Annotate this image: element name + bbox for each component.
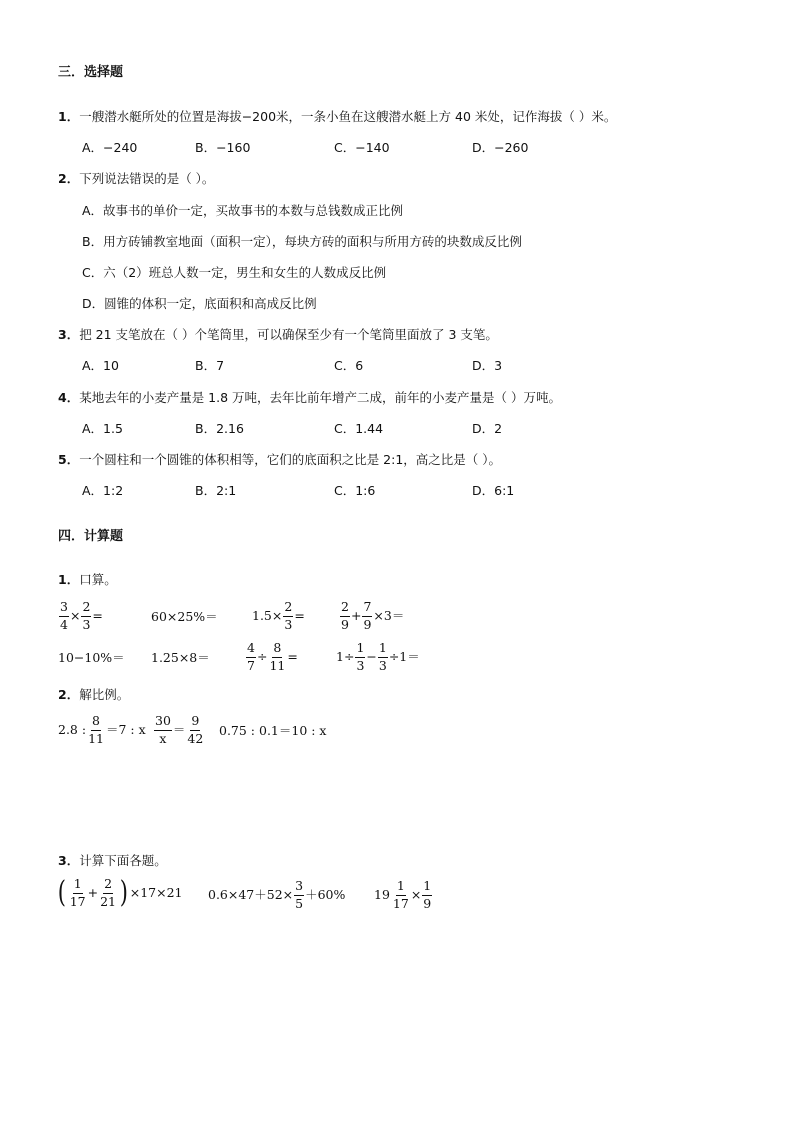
section4-title: 四．计算题: [58, 529, 124, 544]
proportion-expr-3: 0.75 : 0.1＝10 : x: [219, 723, 327, 738]
question-number: 3．: [58, 853, 80, 868]
question-1: [58, 111, 616, 124]
compute-expr-1: ( $\frac{1}{17}$ + $\frac{2}{21}$ ) ×17×21: [57, 875, 183, 910]
oral-expr-2: 60×25%＝: [151, 609, 218, 624]
question-text: 某地去年的小麦产量是 1.8 万吨，去年比前年增产二成，前年的小麦产量是（ ）万吨。: [79, 390, 562, 405]
question-text: 一个圆柱和一个圆锥的体积相等，它们的底面积之比是 2:1，高之比是（ ）。: [79, 452, 502, 467]
oral-expr-8: 1÷ $\frac{1}{3}$ − $\frac{1}{3}$ ÷1＝: [336, 640, 420, 673]
option-d: D．3: [472, 358, 503, 373]
question-number: 3．: [58, 327, 80, 342]
oral-expr-7: $\frac{4}{7}$ ÷ $\frac{8}{11}$ =: [247, 640, 298, 673]
option-a: A．−240: [82, 140, 138, 155]
oral-expr-4: $\frac{2}{9}$ + $\frac{7}{9}$ ×3＝: [341, 599, 405, 632]
question-text: 口算。: [79, 572, 117, 587]
option-b: B．7: [195, 358, 225, 373]
option-d: D．圆锥的体积一定，底面积和高成反比例: [82, 296, 317, 311]
option-b: B．−160: [195, 140, 251, 155]
calc-question-2: [58, 689, 129, 702]
option-a: A．1.5: [82, 421, 123, 436]
question-4: [58, 392, 561, 405]
oral-expr-5: 10−10%＝: [58, 650, 125, 665]
option-d: D．6:1: [472, 483, 515, 498]
option-b: B．2:1: [195, 483, 237, 498]
question-text: 一艘潜水艇所处的位置是海拔−200米，一条小鱼在这艘潜水艇上方 40 米处，记作海拔（ ）米。: [79, 109, 617, 124]
option-b: B．2.16: [195, 421, 244, 436]
oral-expr-1: $\frac{3}{4}$ × $\frac{2}{3}$ =: [60, 599, 103, 632]
section3-title: 三．选择题: [58, 65, 124, 80]
question-2: [58, 173, 214, 186]
option-b: B．用方砖铺教室地面（面积一定），每块方砖的面积与所用方砖的块数成反比例: [82, 234, 522, 249]
question-text: 解比例。: [79, 687, 130, 702]
question-text: 计算下面各题。: [79, 853, 167, 868]
question-number: 4．: [58, 390, 80, 405]
question-number: 2．: [58, 687, 80, 702]
option-a: A．10: [82, 358, 119, 373]
proportion-expr-1: 2.8 : $\frac{8}{11}$ ＝7 : x: [58, 713, 146, 746]
oral-expr-6: 1.25×8＝: [151, 650, 210, 665]
compute-expr-2: 0.6×47＋52× $\frac{3}{5}$ ＋60%: [208, 878, 346, 911]
option-a: A．1:2: [82, 483, 124, 498]
calc-question-1: [58, 574, 117, 587]
proportion-expr-2: $\frac{30}{x}$ ＝ $\frac{9}{42}$: [155, 713, 204, 746]
question-3: [58, 329, 498, 342]
question-5: [58, 454, 501, 467]
calc-question-3: [58, 855, 167, 868]
option-c: C．1.44: [334, 421, 384, 436]
option-d: D．−260: [472, 140, 529, 155]
option-a: A．故事书的单价一定，买故事书的本数与总钱数成正比例: [82, 203, 404, 218]
option-c: C．1:6: [334, 483, 376, 498]
option-c: C．−140: [334, 140, 390, 155]
option-d: D．2: [472, 421, 503, 436]
question-number: 2．: [58, 171, 80, 186]
option-c: C．6: [334, 358, 364, 373]
compute-expr-3: 19 $\frac{1}{17}$ × $\frac{1}{9}$: [374, 878, 432, 911]
question-number: 5．: [58, 452, 80, 467]
question-text: 把 21 支笔放在（ ）个笔筒里，可以确保至少有一个笔筒里面放了 3 支笔。: [79, 327, 498, 342]
question-text: 下列说法错误的是（ ）。: [79, 171, 215, 186]
question-number: 1．: [58, 109, 80, 124]
option-c: C．六（2）班总人数一定，男生和女生的人数成反比例: [82, 265, 387, 280]
question-number: 1．: [58, 572, 80, 587]
oral-expr-3: 1.5× $\frac{2}{3}$ =: [252, 599, 305, 632]
